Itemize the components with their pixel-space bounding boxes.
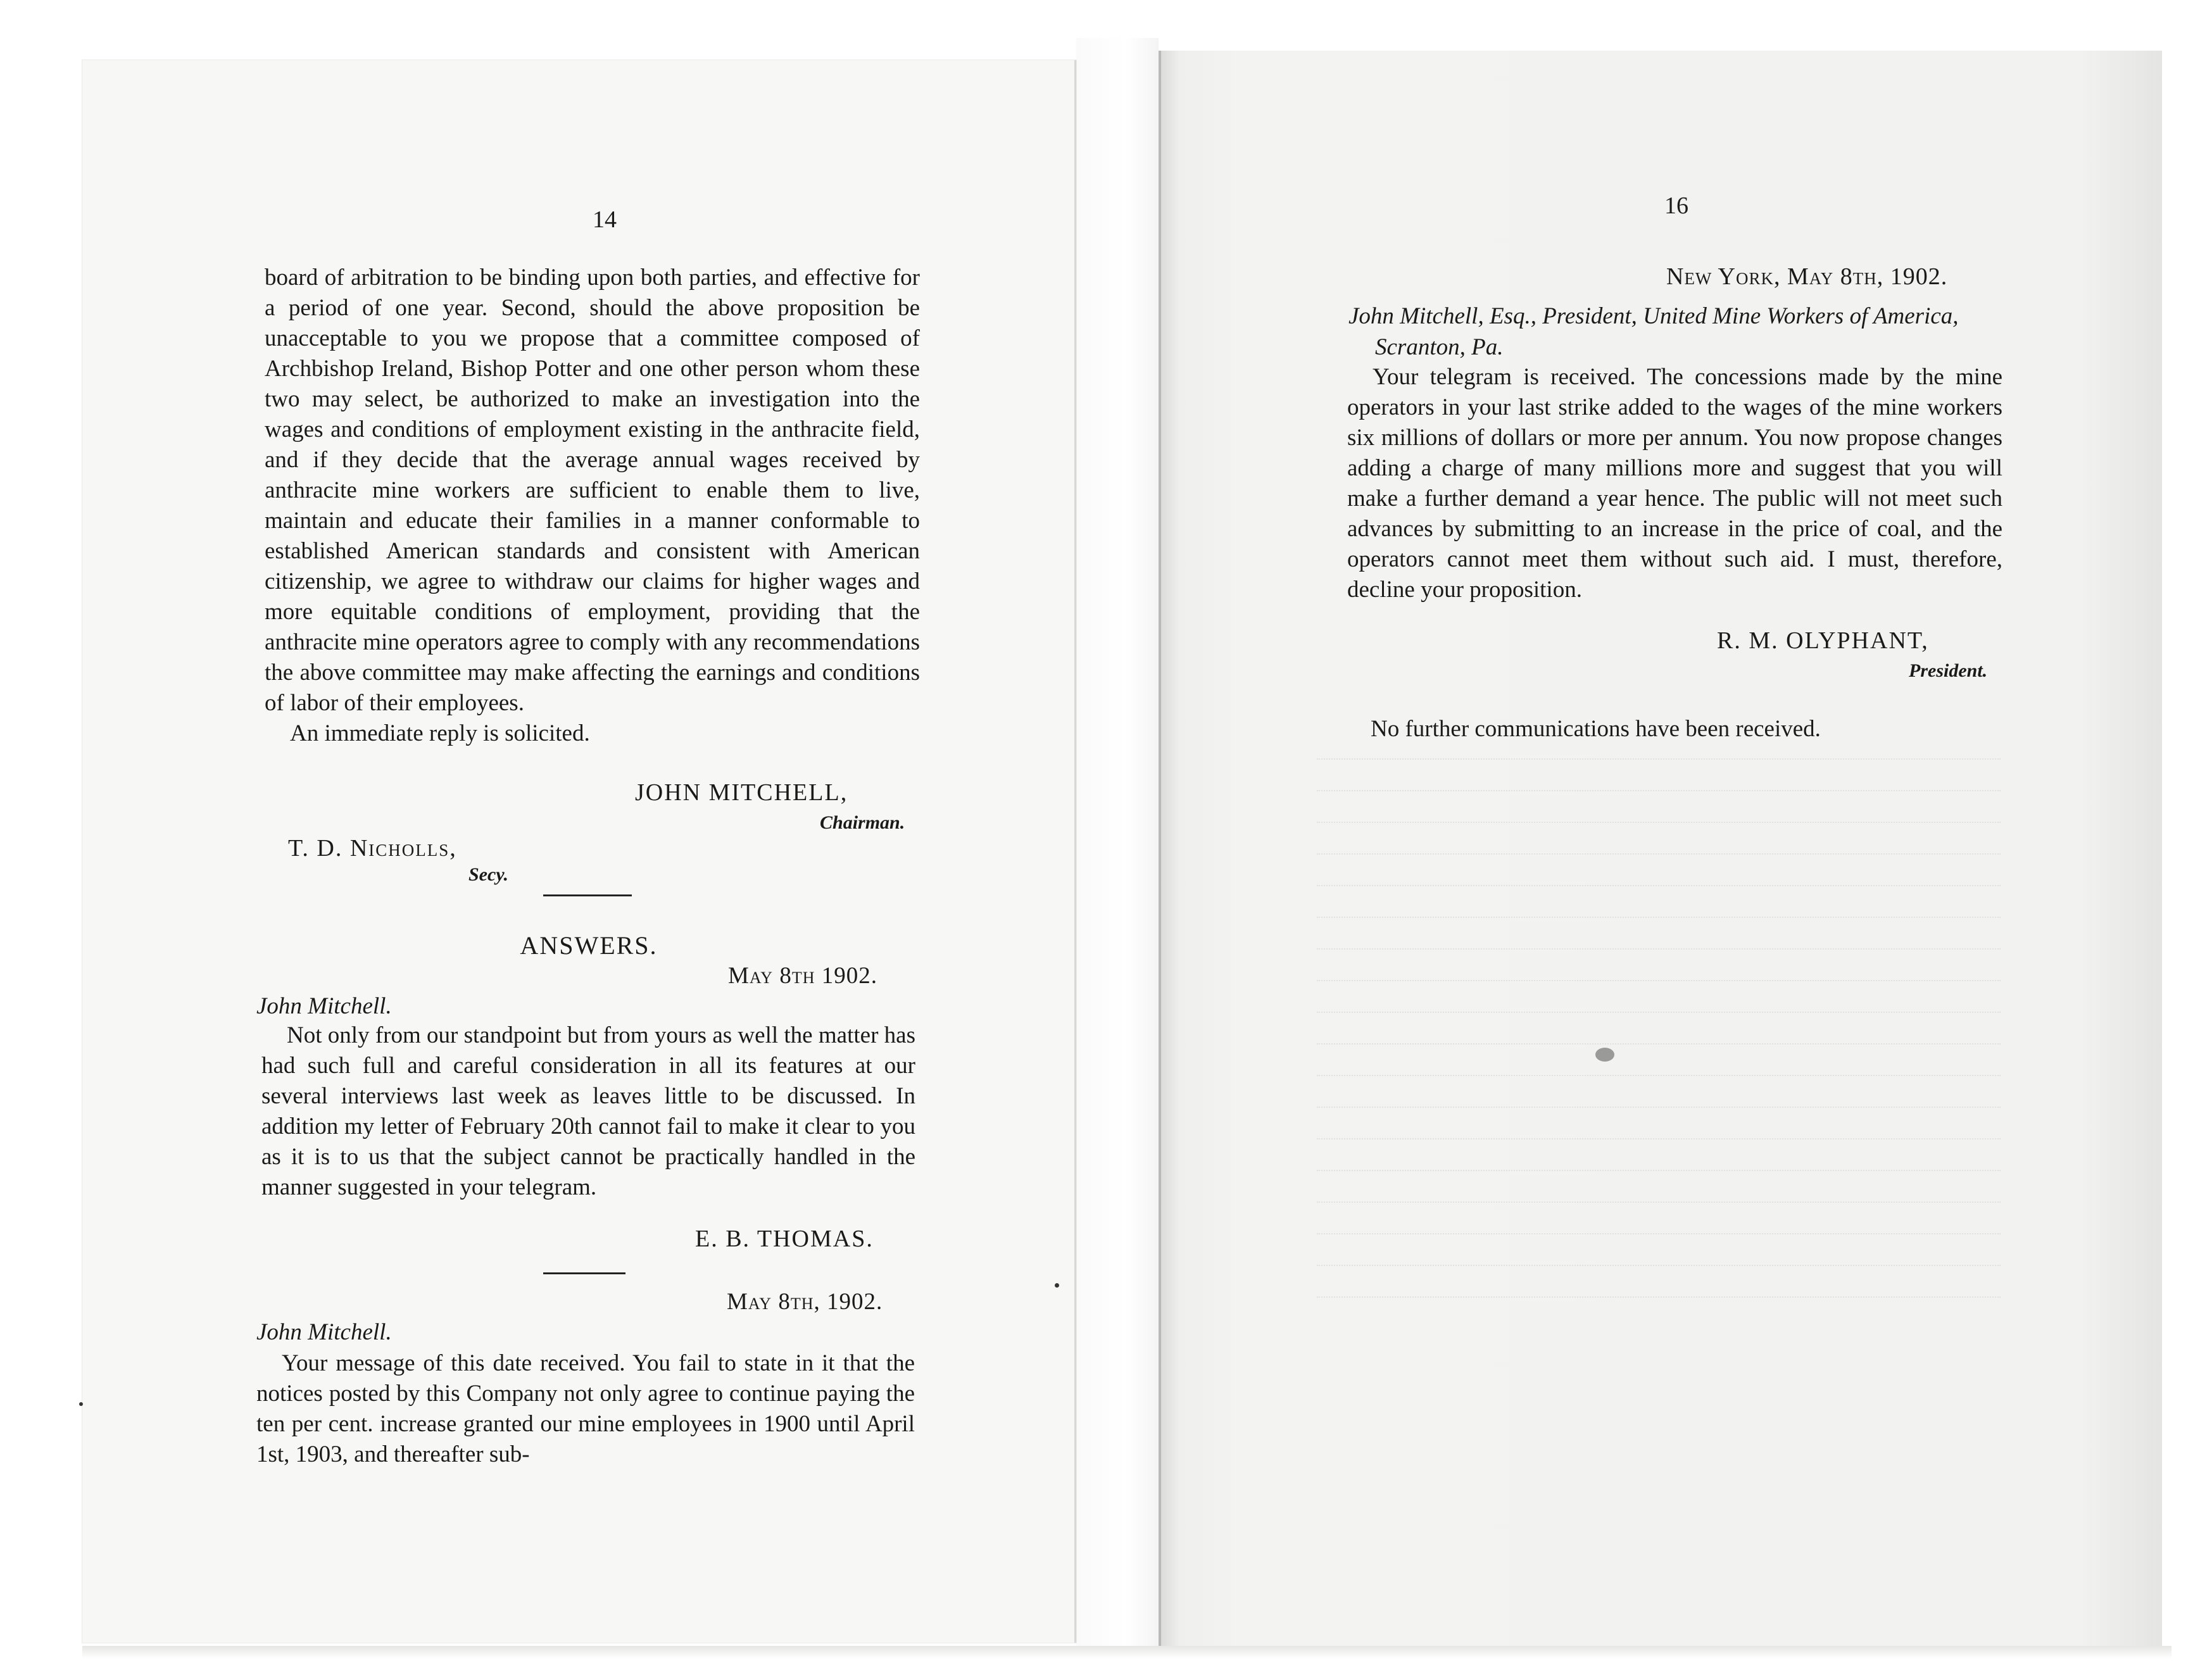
right-signer: R. M. OLYPHANT,	[1717, 627, 1929, 654]
section-divider	[543, 894, 632, 896]
book-gutter	[1076, 38, 1159, 1659]
letter1-body	[261, 1020, 915, 1203]
speck	[1055, 1283, 1059, 1288]
reply-request-line: An immediate reply is solicited.	[290, 720, 590, 746]
page-bottom-edge	[82, 1646, 2171, 1659]
bleed-through-text	[1317, 728, 2001, 1298]
speck	[1595, 1048, 1614, 1062]
left-page-number: 14	[593, 206, 617, 233]
right-date-line: New York, May 8th, 1902.	[1666, 263, 1948, 290]
letter2-salutation: John Mitchell.	[256, 1319, 392, 1345]
signer-name: JOHN MITCHELL,	[635, 779, 848, 806]
address-line-1: John Mitchell, Esq., President, United Mine Workers of America,	[1348, 303, 1959, 329]
left-paragraph: board of arbitration to be binding upon both parties, and effective for a period of one year. Second, should the above proposition be unacceptable to you we propose that a committee composed of Archbishop Ireland, Bishop Potter and one other person whom these two may select, be authorized to make an investigation into the wages and conditions of employment existing in the anthracite field, and if they decide that the average annual wages received by anthracite mine workers are sufficient to enable them to live, maintain and educate their families in a manner conformable to established American standards and consistent with American citizenship, we agree to withdraw our claims for higher wages and more equitable conditions of employment, providing that the anthracite mine operators agree to comply with any recommendations the above committee may make affecting the earnings and conditions of labor of their employees.	[265, 265, 920, 716]
right-signer-title: President.	[1909, 660, 1988, 681]
address-line-2: Scranton, Pa.	[1375, 334, 1504, 360]
letter2-paragraph: Your message of this date received. You fail to state in it that the notices posted by this Company not only agree to continue paying the ten per cent. increase granted our mine employees in 1900 until April 1st, 1903, and thereafter sub-	[256, 1350, 915, 1467]
secretary-title: Secy.	[468, 864, 509, 885]
letter2-body	[256, 1348, 915, 1470]
letter2-date: May 8th, 1902.	[727, 1289, 883, 1315]
letter1-signer: E. B. THOMAS.	[695, 1226, 874, 1252]
secretary-name: T. D. Nicholls,	[288, 835, 457, 862]
right-page-number: 16	[1664, 192, 1688, 219]
signer-title: Chairman.	[820, 812, 905, 833]
letter1-paragraph: Not only from our standpoint but from yours as well the matter has had such full and careful consideration in all its features at our several interviews last week as leaves little to be discussed. In addition my letter of February 20th cannot fail to make it clear to you as it is to us that the subject cannot be practically handled in the manner suggested in your telegram.	[261, 1022, 915, 1200]
closing-note: No further communications have been received.	[1371, 716, 1821, 742]
right-paragraph: Your telegram is received. The concessions made by the mine operators in your last strike added to the wages of the mine workers six millions of dollars or more per annum. You now propose changes adding a charge of many millions more and suggest that you will make a further demand a year hence. The public will not meet such advances by submitting to an increase in the price of coal, and the operators cannot meet them without such aid. I must, therefore, decline your proposition.	[1347, 364, 2002, 603]
speck	[79, 1402, 83, 1406]
answers-heading: ANSWERS.	[520, 931, 658, 960]
right-body-text	[1347, 362, 2002, 605]
letter1-date: May 8th 1902.	[728, 963, 877, 989]
letter1-salutation: John Mitchell.	[256, 993, 392, 1019]
left-body-text	[265, 263, 920, 749]
section-divider-2	[543, 1272, 625, 1274]
